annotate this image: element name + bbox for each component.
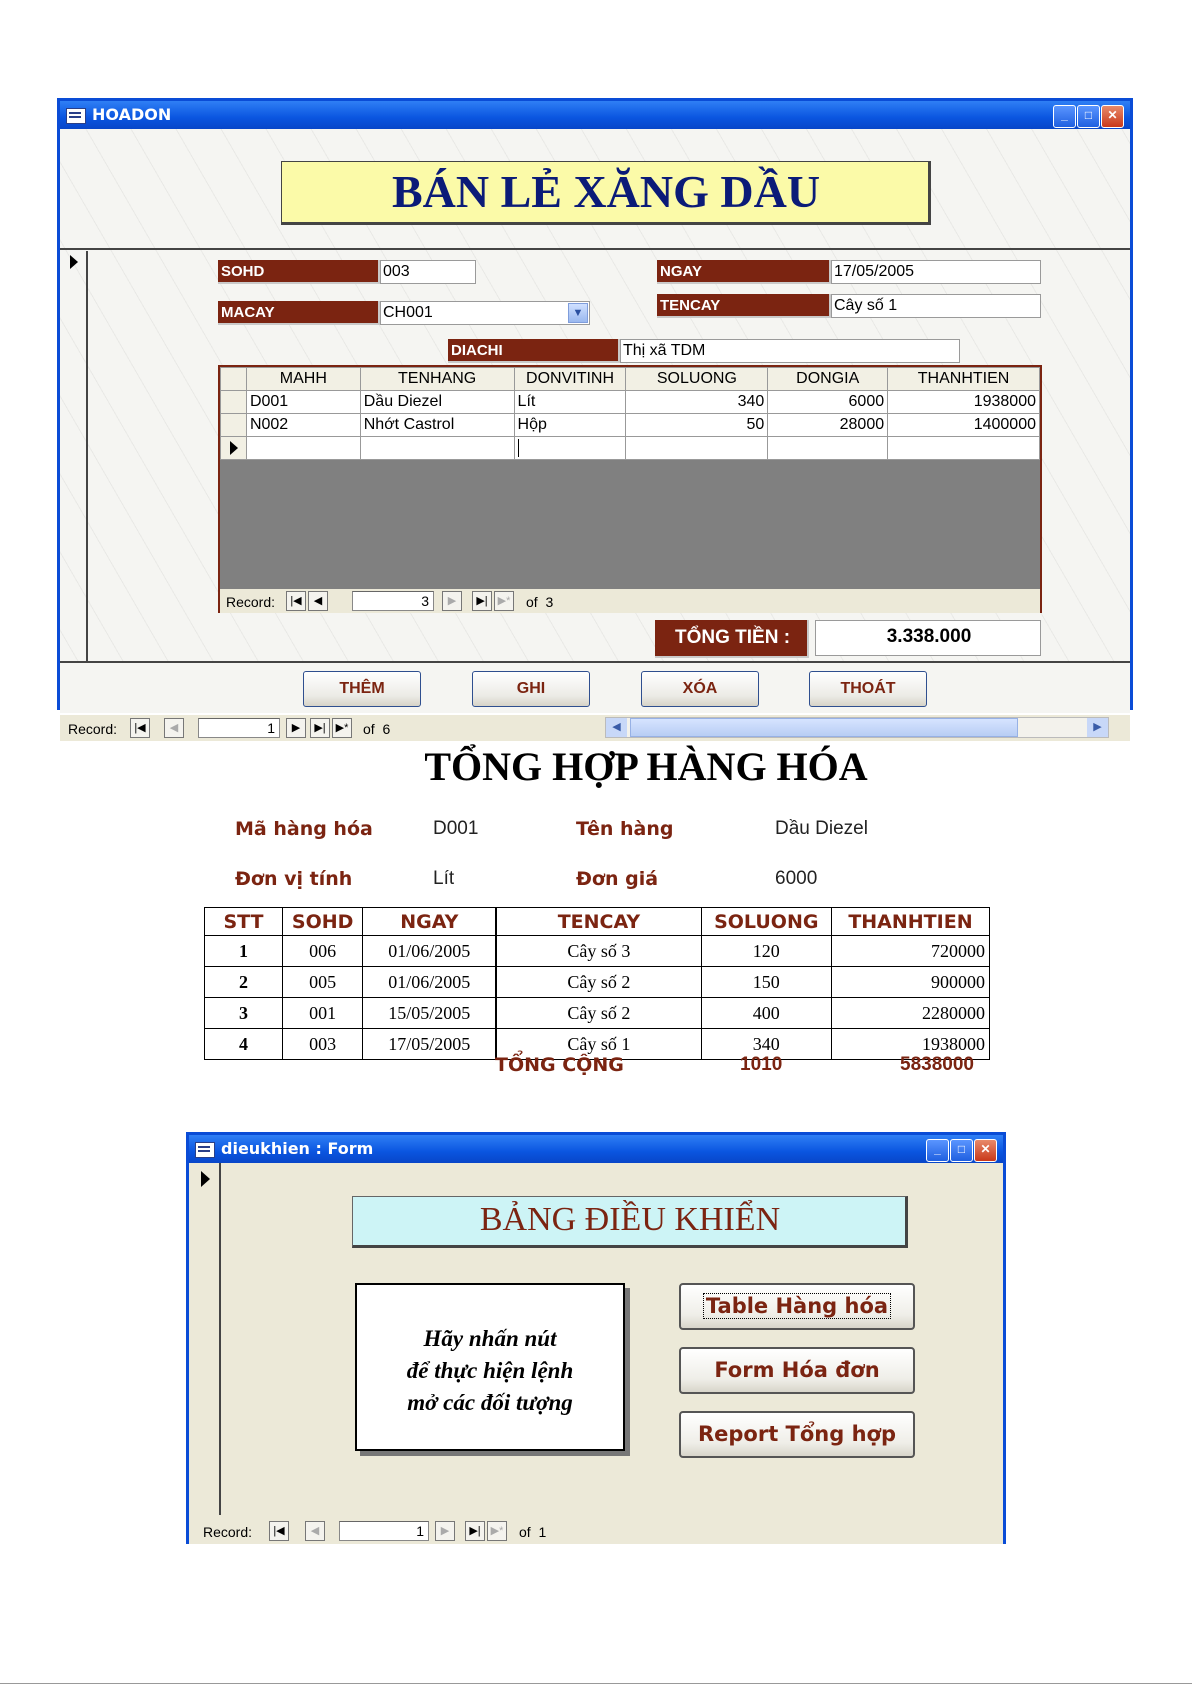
cell: 006 bbox=[282, 936, 362, 967]
row-selector[interactable] bbox=[221, 414, 247, 437]
record-navigator bbox=[68, 718, 468, 740]
sohd-label: SOHD bbox=[218, 260, 380, 284]
cell[interactable]: Nhớt Castrol bbox=[360, 414, 514, 437]
cell: 1 bbox=[205, 936, 283, 967]
hoadon-form-body bbox=[60, 129, 1130, 737]
scroll-left-icon[interactable]: ◀ bbox=[606, 718, 627, 737]
chevron-down-icon[interactable]: ▼ bbox=[568, 303, 588, 323]
open-form-button[interactable]: Form Hóa đơn bbox=[679, 1347, 915, 1394]
column-header: SOLUONG bbox=[701, 908, 831, 936]
instruction-line-3: mở các đối tượng bbox=[407, 1390, 573, 1415]
hoadon-window bbox=[57, 98, 1133, 737]
minimize-icon[interactable]: _ bbox=[1053, 105, 1076, 128]
cell: 720000 bbox=[831, 936, 989, 967]
record-selector[interactable] bbox=[189, 1163, 221, 1515]
column-header: STT bbox=[205, 908, 283, 936]
cell: 150 bbox=[701, 967, 831, 998]
cell[interactable] bbox=[514, 437, 626, 460]
macay-label: MACAY bbox=[218, 301, 380, 325]
cell: 3 bbox=[205, 998, 283, 1029]
report-header-row bbox=[205, 908, 990, 936]
total-label: TỔNG CỘNG bbox=[495, 1054, 624, 1076]
cell: 120 bbox=[701, 936, 831, 967]
new-record-row[interactable] bbox=[221, 437, 1040, 460]
dieukhien-titlebar[interactable] bbox=[189, 1135, 1003, 1163]
form-footer bbox=[60, 661, 1130, 713]
corner-cell[interactable] bbox=[221, 368, 247, 391]
subform-record-navigator bbox=[226, 591, 626, 613]
cell: 2280000 bbox=[831, 998, 989, 1029]
cell: 340 bbox=[701, 1029, 831, 1060]
ma-hang-hoa-value: D001 bbox=[433, 818, 479, 839]
cell: 01/06/2005 bbox=[363, 967, 496, 998]
record-selector[interactable] bbox=[60, 251, 88, 661]
column-header[interactable]: DONVITINH bbox=[514, 368, 626, 391]
cell[interactable]: 28000 bbox=[768, 414, 888, 437]
cell[interactable] bbox=[360, 437, 514, 460]
maximize-icon[interactable]: □ bbox=[1077, 105, 1100, 128]
cell[interactable]: 1400000 bbox=[888, 414, 1040, 437]
cell: Cây số 2 bbox=[496, 998, 701, 1029]
diachi-label: DIACHI bbox=[448, 339, 620, 363]
record-count: of 1 bbox=[519, 1524, 547, 1540]
cell: 900000 bbox=[831, 967, 989, 998]
cell: 2 bbox=[205, 967, 283, 998]
cell[interactable]: 340 bbox=[626, 391, 768, 414]
cell: 01/06/2005 bbox=[363, 936, 496, 967]
previous-record-icon[interactable]: ◀ bbox=[305, 1521, 325, 1541]
save-button[interactable]: GHI bbox=[472, 671, 590, 707]
record-label: Record: bbox=[226, 594, 276, 610]
tencay-label: TENCAY bbox=[657, 294, 831, 318]
column-header: TENCAY bbox=[496, 908, 701, 936]
cell[interactable]: N002 bbox=[246, 414, 360, 437]
main-nav-bar bbox=[60, 715, 1130, 741]
record-number-input[interactable]: 3 bbox=[352, 591, 434, 611]
open-report-button[interactable]: Report Tổng hợp bbox=[679, 1411, 915, 1458]
previous-record-icon[interactable]: ◀ bbox=[164, 718, 184, 738]
ten-hang-value: Dầu Diezel bbox=[775, 818, 868, 839]
cell[interactable] bbox=[626, 437, 768, 460]
form-header bbox=[60, 129, 1130, 250]
cell[interactable] bbox=[246, 437, 360, 460]
column-header[interactable]: SOLUONG bbox=[626, 368, 768, 391]
cell[interactable]: Hộp bbox=[514, 414, 626, 437]
ngay-label: NGAY bbox=[657, 260, 831, 284]
column-header: NGAY bbox=[363, 908, 496, 936]
window-title: dieukhien : Form bbox=[221, 1139, 374, 1158]
page-bottom-rule bbox=[0, 1683, 1192, 1684]
maximize-icon[interactable]: □ bbox=[950, 1139, 973, 1162]
macay-value: CH001 bbox=[383, 304, 433, 321]
subform-nav-bar bbox=[220, 589, 1040, 613]
macay-combobox[interactable] bbox=[380, 301, 590, 325]
new-record-icon[interactable]: ▶* bbox=[487, 1521, 507, 1541]
current-record-arrow-icon bbox=[230, 441, 238, 455]
cell: Cây số 2 bbox=[496, 967, 701, 998]
record-label: Record: bbox=[203, 1524, 253, 1540]
first-record-icon[interactable]: |◀ bbox=[286, 591, 306, 611]
record-number-input[interactable]: 1 bbox=[339, 1521, 429, 1541]
new-record-icon[interactable]: ▶* bbox=[494, 591, 514, 611]
table-row bbox=[205, 936, 990, 967]
window-title: HOADON bbox=[92, 105, 172, 124]
cell: 005 bbox=[282, 967, 362, 998]
don-gia-value: 6000 bbox=[775, 868, 818, 889]
instruction-line-2: để thực hiện lệnh bbox=[406, 1358, 574, 1383]
form-icon bbox=[195, 1142, 215, 1158]
total-thanhtien: 5838000 bbox=[900, 1054, 974, 1075]
ngay-field[interactable]: 17/05/2005 bbox=[831, 260, 1041, 284]
table-row bbox=[205, 967, 990, 998]
ten-hang-label: Tên hàng bbox=[576, 818, 674, 840]
tencay-field[interactable]: Cây số 1 bbox=[831, 294, 1041, 318]
record-navigator bbox=[203, 1521, 603, 1543]
cell: 003 bbox=[282, 1029, 362, 1060]
table-row[interactable] bbox=[221, 414, 1040, 437]
next-record-icon[interactable]: ▶ bbox=[286, 718, 306, 738]
open-table-label: Table Hàng hóa bbox=[703, 1293, 891, 1319]
scroll-right-icon[interactable]: ▶ bbox=[1087, 718, 1108, 737]
chitiet-subform bbox=[218, 365, 1042, 613]
total-value: 3.338.000 bbox=[815, 620, 1041, 656]
next-record-icon[interactable]: ▶ bbox=[435, 1521, 455, 1541]
scroll-thumb[interactable] bbox=[630, 718, 1018, 737]
horizontal-scrollbar[interactable] bbox=[605, 717, 1109, 738]
form-icon bbox=[66, 108, 86, 124]
first-record-icon[interactable]: |◀ bbox=[269, 1521, 289, 1541]
total-label: TỔNG TIỀN : bbox=[655, 620, 809, 658]
table-row bbox=[205, 998, 990, 1029]
cell[interactable]: Lít bbox=[514, 391, 626, 414]
next-record-icon[interactable]: ▶ bbox=[442, 591, 462, 611]
new-record-icon[interactable]: ▶* bbox=[332, 718, 352, 738]
minimize-icon[interactable]: _ bbox=[926, 1139, 949, 1162]
subform-datasheet bbox=[220, 367, 1040, 460]
row-selector[interactable] bbox=[221, 391, 247, 414]
last-record-icon[interactable]: ▶| bbox=[472, 591, 492, 611]
last-record-icon[interactable]: ▶| bbox=[465, 1521, 485, 1541]
column-header[interactable]: THANHTIEN bbox=[888, 368, 1040, 391]
don-vi-tinh-value: Lít bbox=[433, 868, 455, 889]
report-table bbox=[204, 907, 990, 1060]
close-icon[interactable]: ✕ bbox=[1101, 105, 1124, 128]
open-table-button[interactable] bbox=[679, 1283, 915, 1330]
cell: 17/05/2005 bbox=[363, 1029, 496, 1060]
banner-title: BẢNG ĐIỀU KHIỂN bbox=[479, 1201, 781, 1238]
dieukhien-window bbox=[186, 1132, 1006, 1544]
record-count: of 3 bbox=[526, 594, 554, 610]
banner-title: BÁN LẺ XĂNG DẦU bbox=[391, 166, 821, 217]
report-title: TỔNG HỢP HÀNG HÓA bbox=[424, 744, 868, 789]
dieukhien-form-body bbox=[189, 1163, 1003, 1541]
current-record-arrow-icon bbox=[70, 255, 78, 269]
text-cursor bbox=[518, 439, 519, 457]
add-button[interactable]: THÊM bbox=[303, 671, 421, 707]
last-record-icon[interactable]: ▶| bbox=[310, 718, 330, 738]
record-count: of 6 bbox=[363, 721, 391, 737]
hoadon-titlebar[interactable] bbox=[60, 101, 1130, 129]
instruction-line-1: Hãy nhấn nút bbox=[423, 1326, 557, 1351]
cell[interactable] bbox=[888, 437, 1040, 460]
column-header: THANHTIEN bbox=[831, 908, 989, 936]
cell[interactable]: 1938000 bbox=[888, 391, 1040, 414]
column-header[interactable]: TENHANG bbox=[360, 368, 514, 391]
column-header: SOHD bbox=[282, 908, 362, 936]
record-label: Record: bbox=[68, 721, 118, 737]
cell: 4 bbox=[205, 1029, 283, 1060]
delete-button[interactable]: XÓA bbox=[641, 671, 759, 707]
cell[interactable]: Dầu Diezel bbox=[360, 391, 514, 414]
current-record-arrow-icon bbox=[201, 1171, 210, 1187]
exit-button[interactable]: THOÁT bbox=[809, 671, 927, 707]
close-icon[interactable]: ✕ bbox=[974, 1139, 997, 1162]
cell[interactable]: D001 bbox=[246, 391, 360, 414]
cell: Cây số 3 bbox=[496, 936, 701, 967]
cell[interactable]: 50 bbox=[626, 414, 768, 437]
cell: 15/05/2005 bbox=[363, 998, 496, 1029]
ma-hang-hoa-label: Mã hàng hóa bbox=[235, 818, 373, 840]
total-soluong: 1010 bbox=[740, 1054, 783, 1075]
column-header[interactable]: DONGIA bbox=[768, 368, 888, 391]
table-row[interactable] bbox=[221, 391, 1040, 414]
cell: 001 bbox=[282, 998, 362, 1029]
record-number-input[interactable]: 1 bbox=[198, 718, 280, 738]
nav-bar bbox=[189, 1517, 1003, 1544]
don-gia-label: Đơn giá bbox=[576, 868, 659, 890]
cell: 400 bbox=[701, 998, 831, 1029]
row-selector[interactable] bbox=[221, 437, 247, 460]
column-header[interactable]: MAHH bbox=[246, 368, 360, 391]
sohd-field[interactable]: 003 bbox=[380, 260, 476, 284]
previous-record-icon[interactable]: ◀ bbox=[308, 591, 328, 611]
don-vi-tinh-label: Đơn vị tính bbox=[235, 868, 353, 890]
cell: Cây số 1 bbox=[496, 1029, 701, 1060]
cell: 1938000 bbox=[831, 1029, 989, 1060]
cell[interactable] bbox=[768, 437, 888, 460]
cell[interactable]: 6000 bbox=[768, 391, 888, 414]
diachi-field[interactable]: Thị xã TDM bbox=[620, 339, 960, 363]
subform-header-row bbox=[221, 368, 1040, 391]
first-record-icon[interactable]: |◀ bbox=[130, 718, 150, 738]
